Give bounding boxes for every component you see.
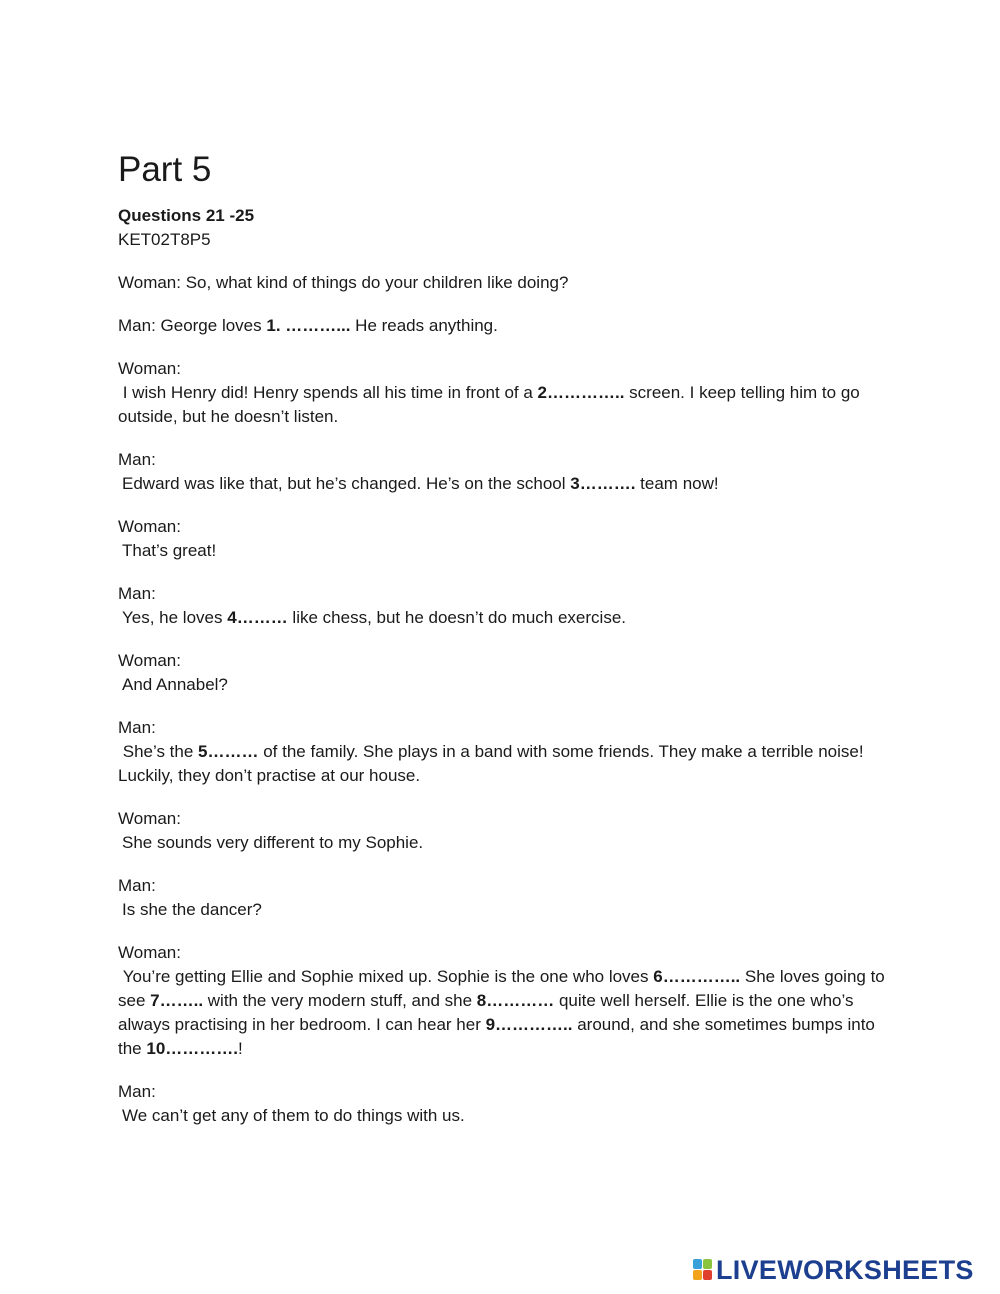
text: team now! (635, 474, 719, 493)
speaker-label: Man: (118, 876, 156, 895)
blank-6[interactable]: 6………….. (653, 967, 741, 986)
worksheet-page (118, 150, 888, 1128)
questions-heading: Questions 21 -25 (118, 206, 255, 225)
text: She loves going to see (118, 967, 885, 1010)
text: Man: George loves (118, 316, 267, 335)
text: quite well herself. Ellie is the one who’s always practising in her bedroom. I can hear her (118, 991, 854, 1034)
text: Yes, he loves (122, 608, 228, 627)
dialogue-turn (118, 357, 888, 429)
text: of the family. She plays in a band with some friends. They make a terrible noise! Luckily, they don’t practise at our house. (118, 742, 864, 785)
speech-text (118, 965, 888, 1061)
speaker-label: Woman: (118, 517, 181, 536)
speech-text: That’s great! (122, 541, 217, 560)
dialogue-turn (118, 582, 888, 630)
speaker-label: Man: (118, 584, 156, 603)
speech-text: She sounds very different to my Sophie. (122, 833, 424, 852)
dialogue-turn (118, 649, 888, 697)
speech-text: And Annabel? (122, 675, 228, 694)
speech-text: Is she the dancer? (122, 900, 262, 919)
text: Edward was like that, but he’s changed. He’s on the school (122, 474, 571, 493)
speech-text (118, 740, 888, 788)
speech-text (118, 606, 888, 630)
text: around, and she sometimes bumps into the (118, 1015, 875, 1058)
speaker-label: Woman: (118, 651, 181, 670)
liveworksheets-logo[interactable] (693, 1256, 974, 1284)
blank-7[interactable]: 7…….. (150, 991, 204, 1010)
blank-8[interactable]: 8………… (476, 991, 555, 1010)
speaker-label: Man: (118, 1082, 156, 1101)
exercise-code: KET02T8P5 (118, 230, 211, 249)
speaker-label: Man: (118, 718, 156, 737)
text: like chess, but he doesn’t do much exercise. (287, 608, 626, 627)
intro-line: Woman: So, what kind of things do your children like doing? (118, 273, 569, 292)
speaker-label: Man: (118, 450, 156, 469)
dialogue-turn (118, 1080, 888, 1128)
blank-5[interactable]: 5……… (198, 742, 259, 761)
dialogue-turn (118, 941, 888, 1061)
dialogue-turn (118, 874, 888, 922)
blank-4[interactable]: 4……… (227, 608, 288, 627)
page-title: Part 5 (118, 150, 212, 189)
dialogue-turn (118, 448, 888, 496)
blank-10[interactable]: 10…………. (146, 1039, 238, 1058)
dialogue-turn (118, 515, 888, 563)
blank-9[interactable]: 9………….. (485, 1015, 573, 1034)
logo-text: LIVEWORKSHEETS (716, 1255, 974, 1285)
dialogue-turn (118, 807, 888, 855)
speaker-label: Woman: (118, 359, 181, 378)
blank-2[interactable]: 2………….. (537, 383, 625, 402)
dialogue-line-1 (118, 314, 888, 338)
blank-3[interactable]: 3………. (570, 474, 636, 493)
speaker-label: Woman: (118, 943, 181, 962)
speech-text: We can’t get any of them to do things with us. (122, 1106, 465, 1125)
dialogue-turn (118, 716, 888, 788)
speaker-label: Woman: (118, 809, 181, 828)
text: I wish Henry did! Henry spends all his time in front of a (122, 383, 538, 402)
speech-text (118, 381, 888, 429)
text: ! (238, 1039, 243, 1058)
liveworksheets-logo-icon (693, 1259, 713, 1281)
text: She’s the (122, 742, 199, 761)
text: He reads anything. (350, 316, 498, 335)
text: You’re getting Ellie and Sophie mixed up. Sophie is the one who loves (122, 967, 654, 986)
blank-1[interactable]: 1. ………... (266, 316, 351, 335)
text: with the very modern stuff, and she (203, 991, 477, 1010)
speech-text (118, 472, 888, 496)
text: screen. I keep telling him to go outside, but he doesn’t listen. (118, 383, 860, 426)
